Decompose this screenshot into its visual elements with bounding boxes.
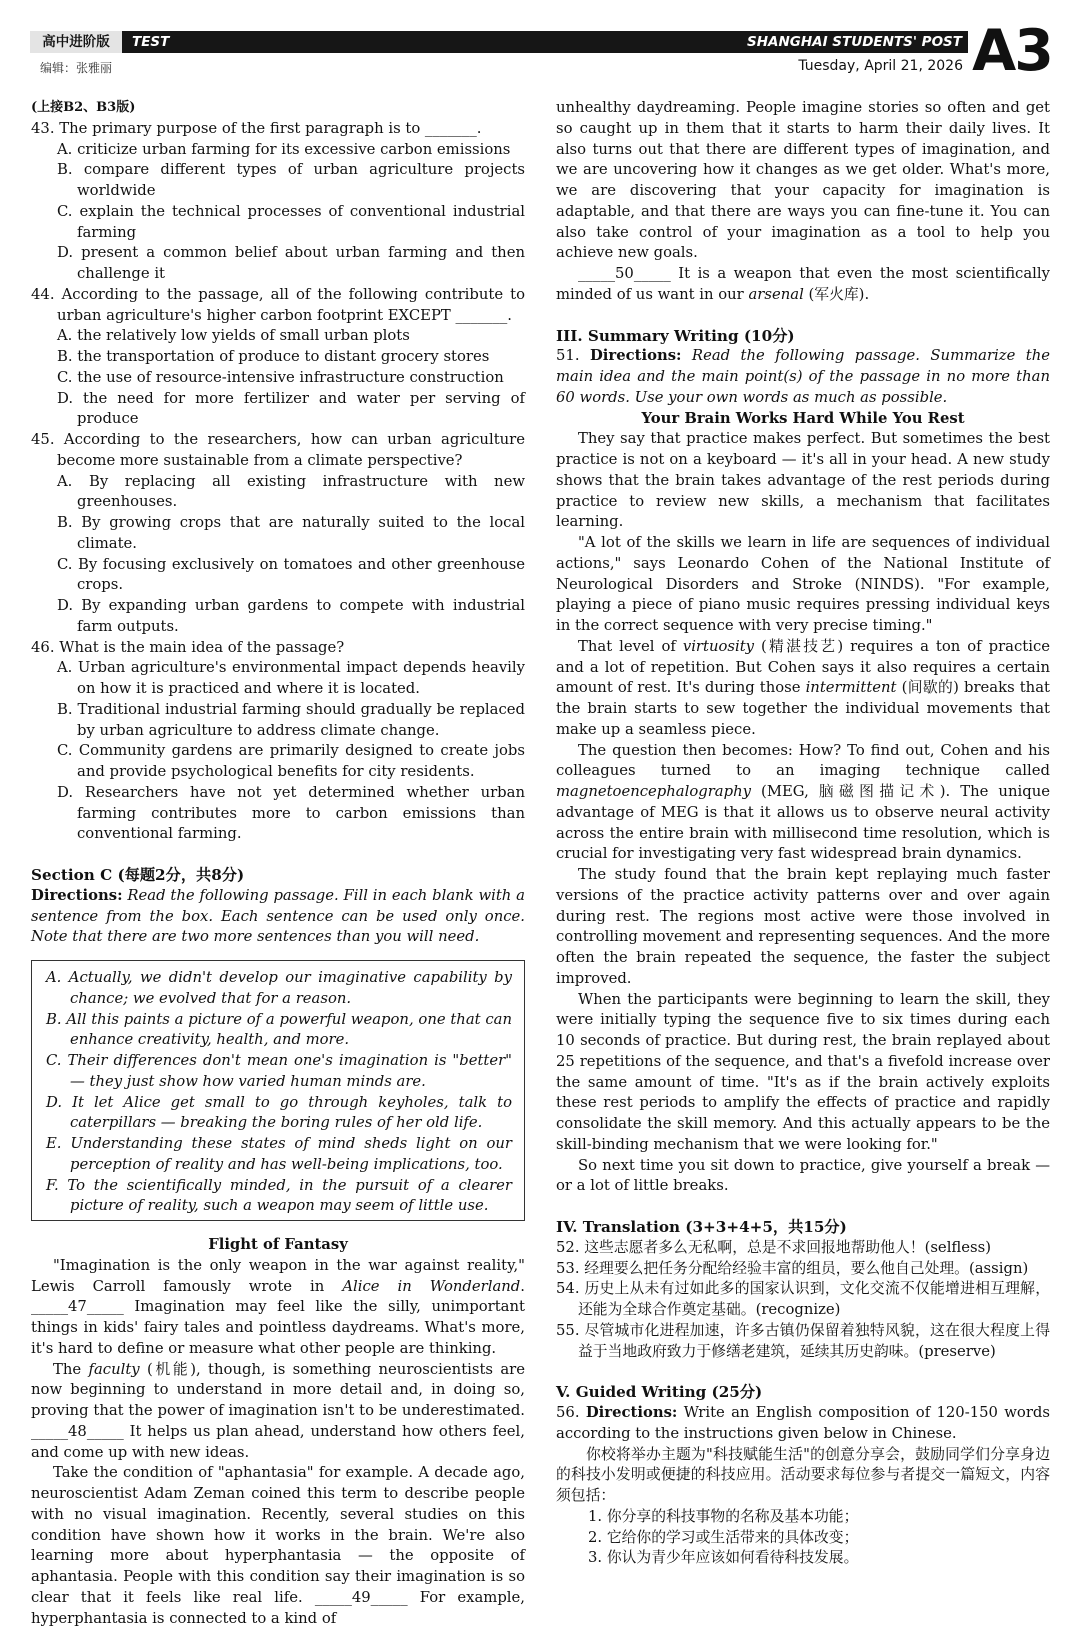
passage-paragraph: unhealthy daydreaming. People imagine stories so often and get so caught up in them that it starts to harm their daily lives. It also turns out that there are different types of imagination, and we are uncovering how it changes as we get older. What's more, we are discovering that your capacity for imagination is adaptable, and that there are ways you can fine-tune it. You can also take control of your imagination as a tool to help you achieve new goals. [556, 99, 1050, 262]
guided-writing-directions: 56. Directions: Write an English composition of 120-150 words according to the instructions given below in Chinese. [556, 1404, 1050, 1442]
paper-name: SHANGHAI STUDENTS' POST [746, 34, 962, 50]
option-b: B. compare different types of urban agriculture projects worldwide [57, 161, 525, 199]
issue-date: Tuesday, April 21, 2026 [798, 58, 963, 74]
question-stem: 44. According to the passage, all of the following contribute to urban agriculture's higher carbon footprint EXCEPT _______. [31, 285, 525, 324]
question-stem: 43. The primary purpose of the first paragraph is to _______. [31, 119, 482, 137]
passage-paragraph: "Imagination is the only weapon in the war against reality," Lewis Carroll famously wrote in Alice in Wonderland. _____47_____ Imagination may feel like the silly, unimportant things in kids' fairy tales and pointless daydreams. What's more, it's hard to define or measure what other people are thinking. [31, 1256, 525, 1357]
box-option-c: C. Their differences don't mean one's imagination is "better" — they just show how varied human minds are. [46, 1052, 512, 1090]
option-a: A. Urban agriculture's environmental impact depends heavily on how it is practiced and where it is located. [57, 659, 525, 697]
masthead-bar [30, 31, 968, 53]
option-d: D. the need for more fertilizer and water per serving of produce [57, 389, 525, 428]
option-d: D. Researchers have not yet determined whether urban farming contributes more to carbon emissions than conventional farming. [57, 783, 525, 843]
option-c: C. By focusing exclusively on tomatoes and other greenhouse crops. [57, 555, 525, 594]
option-a: A. criticize urban farming for its excessive carbon emissions [57, 140, 511, 158]
passage-paragraph: Take the condition of "aphantasia" for example. A decade ago, neuroscientist Adam Zeman coined this term to describe people with no visual imagination. Recently, several studies on this condition have shown how it works in the brain. We're also learning more about hyperphantasia — the opposite of aphantasia. People with this condition say their imagination is so clear that it feels like real life. _____49_____ For example, hyperphantasia is connected to a kind of [31, 1464, 525, 1627]
editor-credit: 编辑：张雅丽 [40, 61, 113, 75]
section-c-heading: Section C (每题2分，共8分) [31, 866, 245, 884]
question-45 [31, 430, 525, 638]
summary-paragraph: That level of virtuosity (精湛技艺) requires a ton of practice and a lot of repetition. But Cohen says it also requires a certain amount of rest. It's during those intermittent (间歇的) breaks that the brain starts to sew together the individual movements that make up a seamless piece. [556, 637, 1050, 738]
option-c: C. explain the technical processes of conventional industrial farming [57, 202, 525, 241]
summary-paragraph: "A lot of the skills we learn in life are sequences of individual actions," says Leonardo Cohen of the National Institute of Neurological Disorders and Stroke (NINDS). "For example, playing a piece of piano music requires pressing individual keys in the correct sequence with very precise timing." [556, 534, 1050, 634]
box-option-e: E. Understanding these states of mind sheds light on our perception of reality and has well-being implications, too. [46, 1135, 512, 1173]
summary-paragraph: The study found that the brain kept replaying much faster versions of the practice activity patterns over and over again during rest. The regions most active were those involved in controlling movement and representing sequences. And the more often the brain repeated the sequence, the faster the subject improved. [556, 866, 1050, 987]
test-label: TEST [132, 34, 170, 50]
option-c: C. Community gardens are primarily designed to create jobs and provide psychological benefits for city residents. [57, 742, 525, 780]
translation-item-53: 53. 经理要么把任务分配给经验丰富的组员，要么他自己处理。(assign) [556, 1259, 1029, 1277]
option-d: D. By expanding urban gardens to compete with industrial farm outputs. [57, 597, 525, 635]
option-b: B. By growing crops that are naturally suited to the local climate. [57, 514, 525, 552]
left-column [31, 98, 525, 1629]
guided-writing-requirements [588, 1507, 1050, 1569]
blank-50: _____50_____ It is a weapon that even the most scientifically minded of us want in our [556, 265, 1050, 303]
summary-directions: 51. Directions: Read the following passage. Summarize the main idea and the main point(s) of the passage in no more than 60 words. Use your own words as much as possible. [556, 347, 1050, 406]
translation-heading: IV. Translation (3+3+4+5，共15分) [556, 1218, 847, 1236]
guided-writing-prompt: 你校将举办主题为"科技赋能生活"的创意分享会，鼓励同学们分享身边的科技小发明或便捷的科技应用。活动要求每位参与者提交一篇短文，内容须包括： [556, 1445, 1050, 1504]
translation-item-54: 54. 历史上从未有过如此多的国家认识到，文化交流不仅能增进相互理解，还能为全球合作奠定基础。(recognize) [556, 1280, 1050, 1318]
box-option-a: A. Actually, we didn't develop our imaginative capability by chance; we evolved that for a reason. [46, 969, 512, 1007]
option-c: C. the use of resource-intensive infrastructure construction [57, 368, 504, 386]
directions-text: Read the following passage. Fill in each blank with a sentence from the box. Each sentence can be used only once. Note that there are two more sentences than you will need. [31, 886, 525, 946]
edition-label: 高中进阶版 [30, 31, 122, 53]
summary-paragraph: They say that practice makes perfect. But sometimes the best practice is not on a keyboard — it's all in your head. A new study shows that the brain takes advantage of the rest periods during practice to review new skills, a mechanism that facilitates learning. [556, 430, 1050, 531]
translation-item-55: 55. 尽管城市化进程加速，许多古镇仍保留着独特风貌，这在很大程度上得益于当地政府致力于修缮老建筑，延续其历史韵味。(preserve) [556, 1321, 1050, 1360]
summary-paragraph: So next time you sit down to practice, give yourself a break — or a lot of little breaks. [556, 1156, 1050, 1195]
summary-paragraph: When the participants were beginning to learn the skill, they were initially typing the sequence five to six times during each 10 seconds of practice. But during rest, the brain replayed about 25 repetitions of the sequence, and that's a fivefold increase over the same amount of time. "It's as if the brain actively exploits these rest periods to amplify the effects of practice and rapidly consolidate the skill memory. And this actually appears to be the skill-binding mechanism that we were looking for." [556, 990, 1050, 1153]
translation-list [556, 1238, 1050, 1363]
right-column [556, 98, 1050, 1569]
page-number: A3 [972, 18, 1052, 84]
requirement-item: 1. 你分享的科技事物的名称及基本功能； [588, 1507, 859, 1525]
continued-note: (上接B2、B3版) [31, 100, 136, 115]
question-44 [31, 285, 525, 430]
passage-paragraph: The faculty (机能), though, is something neuroscientists are now beginning to understand in more detail and, in doing so, proving that the power of imagination isn't to be underestimated. _____48_____ It helps us plan ahead, understand how others feel, and come up with new ideas. [31, 1360, 525, 1461]
passage-title: Flight of Fantasy [208, 1236, 348, 1253]
summary-passage-title: Your Brain Works Hard While You Rest [641, 409, 965, 427]
sentence-options-box [31, 960, 525, 1221]
passage-paragraph: _____50_____ It is a weapon that even the most scientifically minded of us want in our arsenal (军火库). [556, 265, 1050, 303]
question-43 [31, 119, 525, 285]
guided-writing-heading: V. Guided Writing (25分) [556, 1383, 763, 1402]
option-b: B. Traditional industrial farming should gradually be replaced by urban agriculture to address climate change. [57, 700, 525, 739]
blank-47: . _____47_____ [31, 1277, 525, 1316]
question-46 [31, 638, 525, 846]
requirement-item: 2. 它给你的学习或生活带来的具体改变； [588, 1528, 859, 1546]
option-a: A. the relatively low yields of small urban plots [57, 327, 410, 345]
option-d: D. present a common belief about urban farming and then challenge it [57, 244, 525, 282]
option-b: B. the transportation of produce to distant grocery stores [57, 348, 490, 365]
requirement-item: 3. 你认为青少年应该如何看待科技发展。 [588, 1549, 859, 1567]
question-stem: 46. What is the main idea of the passage? [31, 638, 345, 656]
summary-writing-heading: III. Summary Writing (10分) [556, 326, 795, 345]
translation-item-52: 52. 这些志愿者多么无私啊，总是不求回报地帮助他人！(selfless) [556, 1238, 992, 1256]
option-a: A. By replacing all existing infrastructure with new greenhouses. [57, 472, 525, 511]
summary-paragraph: The question then becomes: How? To find out, Cohen and his colleagues turned to an imaging technique called magnetoencephalography (MEG, 脑磁图描记术). The unique advantage of MEG is that it allows us to observe neural activity across the entire brain with millisecond time resolution, which is crucial for investigating very fast widespread brain dynamics. [556, 741, 1050, 863]
directions-label: Directions: [31, 886, 123, 904]
box-option-b: B. All this paints a picture of a powerful weapon, one that can enhance creativity, health, and more. [46, 1010, 512, 1049]
section-c-directions [31, 886, 525, 948]
question-stem: 45. According to the researchers, how can urban agriculture become more sustainable from a climate perspective? [31, 431, 525, 469]
box-option-f: F. To the scientifically minded, in the pursuit of a clearer picture of reality, such a weapon may seem of little use. [46, 1176, 512, 1215]
box-option-d: D. It let Alice get small to go through keyholes, talk to caterpillars — breaking the boring rules of her old life. [46, 1093, 512, 1132]
